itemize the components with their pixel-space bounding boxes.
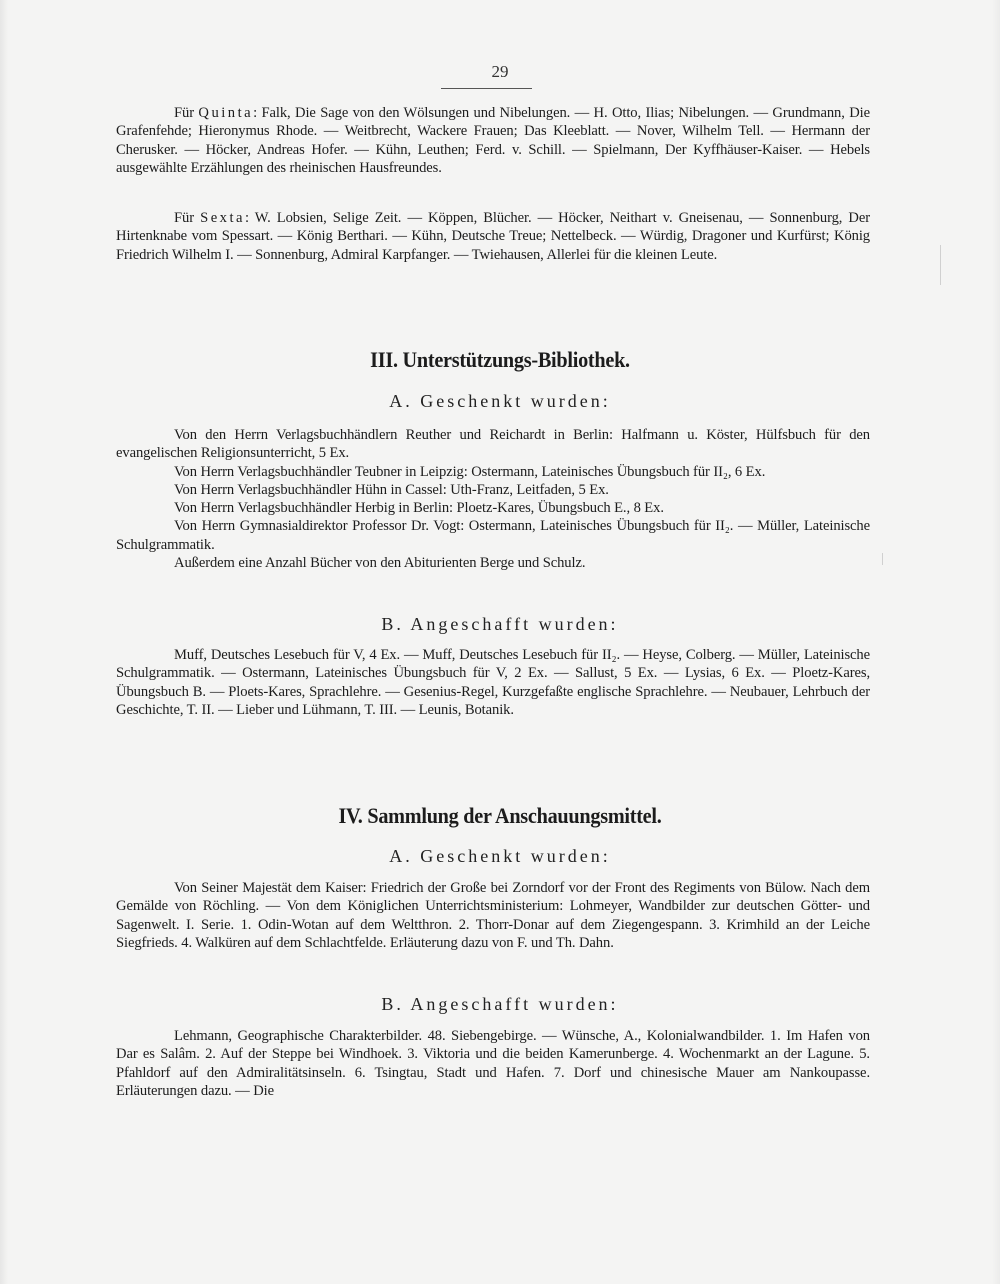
section-4-geschenkt-paragraph — [116, 879, 870, 952]
donation-paragraph: Außerdem eine Anzahl Bücher von den Abiturienten Berge und Schulz. — [174, 555, 586, 572]
donation-paragraph: Von Herrn Gymnasialdirektor Professor Dr. Vogt: Ostermann, Lateinisches Übungsbuch für II₂. — Müller, Lateinische Schulgrammatik. — [116, 518, 870, 553]
donation-paragraph: Von Herrn Verlagsbuchhändler Herbig in Berlin: Ploetz-Kares, Übungsbuch E., 8 Ex. — [174, 500, 664, 517]
scan-mark — [940, 245, 941, 285]
section-4-angeschafft-heading: B. Angeschafft wurden: — [381, 994, 619, 1014]
donation-paragraph: Von den Herrn Verlagsbuchhändlern Reuther und Reichardt in Berlin: Halfmann u. Köster, Hülfsbuch für den evangelischen Religionsunterricht, 5 Ex. — [116, 427, 870, 462]
section-3-title: III. Unterstützungs-Bibliothek. — [370, 347, 630, 372]
page-number: 29 — [491, 62, 509, 81]
quinta-paragraph — [116, 104, 870, 177]
acquisition-text: Lehmann, Geographische Charakterbilder. 48. Siebengebirge. — Wünsche, A., Kolonialwandbilder. 1. Im Hafen von Dar es Salâm. 2. Auf der Steppe bei Windhoek. 3. Viktoria und die beiden Kamerunberge. 4. Wochenmarkt an der Lagune. 5. Pfahldorf auf den Admiralitätsinseln. 6. Tsingtau, Stadt und Hafen. 7. Dorf und chinesische Mauer am Nankoupasse. Erläuterungen dazu. — Die — [116, 1028, 870, 1099]
sexta-text: : W. Lobsien, Selige Zeit. — Köppen, Blücher. — Höcker, Neithart v. Gneisenau, — Sonnenburg, Der Hirtenknabe vom Spessart. — König Berthari. — Kühn, Deutsche Treue; Nettelbeck. — Würdig, Dragoner und Kurfürst; König Friedrich Wilhelm I. — Sonnenburg, Admiral Karpfanger. — Twiehausen, Allerlei für die kleinen Leute. — [116, 210, 870, 263]
sexta-class-name: Sexta — [200, 210, 246, 226]
section-3-angeschafft-paragraph — [116, 646, 870, 719]
section-4-geschenkt-heading: A. Geschenkt wurden: — [389, 846, 611, 866]
section-4-angeschafft-paragraph — [116, 1027, 870, 1100]
scan-mark — [882, 553, 883, 565]
sexta-paragraph — [116, 209, 870, 264]
section-3-geschenkt-heading: A. Geschenkt wurden: — [389, 391, 611, 411]
sexta-label: Für — [174, 210, 194, 226]
quinta-class-name: Quinta — [198, 105, 254, 121]
section-3-angeschafft-heading: B. Angeschafft wurden: — [381, 614, 619, 634]
quinta-text: : Falk, Die Sage von den Wölsungen und Nibelungen. — H. Otto, Ilias; Nibelungen. — Grundmann, Die Grafenfehde; Hieronymus Rhode. — Weitbrecht, Wackere Frauen; Das Kleeblatt. — Nover, Wilhelm Tell. — Hermann der Cherusker. — Höcker, Andreas Hofer. — Kühn, Leuthen; Ferd. v. Schill. — Spielmann, Der Kyffhäuser-Kaiser. — Hebels ausgewählte Erzählungen des rheinischen Hausfreundes. — [116, 105, 870, 176]
page-number-rule — [441, 88, 532, 89]
donation-paragraph: Von Herrn Verlagsbuchhändler Teubner in Leipzig: Ostermann, Lateinisches Übungsbuch für II₂, 6 Ex. — [174, 463, 766, 480]
donation-paragraph: Von Herrn Verlagsbuchhändler Hühn in Cassel: Uth-Franz, Leitfaden, 5 Ex. — [174, 481, 609, 498]
acquisition-text: Muff, Deutsches Lesebuch für V, 4 Ex. — Muff, Deutsches Lesebuch für II₂. — Heyse, Colberg. — Müller, Lateinische Schulgrammatik. — Ostermann, Lateinisches Übungsbuch für V, 2 Ex. — Sallust, 5 Ex. — Lysias, 6 Ex. — Ploetz-Kares, Übungsbuch B. — Ploets-Kares, Sprachlehre. — Gesenius-Regel, Kurzgefaßte englische Sprachlehre. — Neubauer, Lehrbuch der Geschichte, T. II. — Lieber und Lühmann, T. III. — Leunis, Botanik. — [116, 647, 870, 718]
quinta-label: Für — [174, 105, 194, 121]
section-4-title: IV. Sammlung der Anschauungsmittel. — [338, 803, 662, 828]
donation-text: Von Seiner Majestät dem Kaiser: Friedrich der Große bei Zorndorf vor der Front des Regiments von Bülow. Nach dem Gemälde von Röchling. — Von dem Königlichen Unterrichtsministerium: Lohmeyer, Wandbilder zur deutschen Götter- und Sagenwelt. I. Serie. 1. Odin-Wotan auf dem Weltthron. 2. Thorr-Donar auf dem Ziegengespann. 3. Krimhild an der Leiche Siegfrieds. 4. Walküren auf dem Schlachtfelde. Erläuterung dazu von F. und Th. Dahn. — [116, 880, 870, 951]
section-3-geschenkt-list — [116, 426, 870, 572]
